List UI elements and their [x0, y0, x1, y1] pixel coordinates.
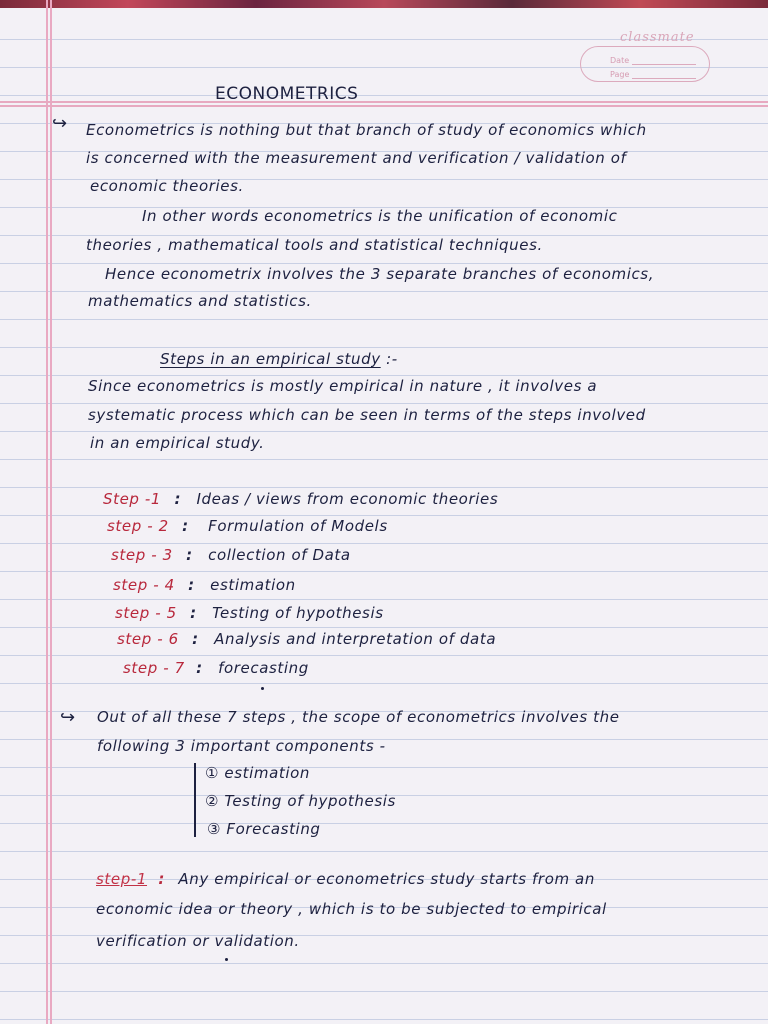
step-text: Testing of hypothesis [212, 604, 384, 622]
page-line [632, 78, 696, 79]
step-text: estimation [210, 576, 296, 594]
scope-item: ③ Forecasting [207, 820, 321, 838]
step-sep: : [196, 659, 203, 677]
steps-heading-text: Steps in an empirical study [160, 350, 381, 368]
step-label: Step -1 [103, 490, 162, 508]
page-label: Page [610, 70, 630, 79]
step-sep: : [182, 517, 189, 535]
step-text: collection of Data [208, 546, 351, 564]
classmate-logo [580, 30, 730, 90]
scope-line: following 3 important components - [97, 737, 386, 755]
header-rule [0, 101, 768, 103]
step-label: step - 4 [113, 576, 175, 594]
step-row [103, 490, 498, 508]
steps-heading-suffix: :- [386, 350, 398, 368]
date-label: Date [610, 56, 630, 65]
scope-bracket [194, 763, 196, 837]
intro-line: economic theories. [90, 177, 244, 195]
step-label: step - 7 [123, 659, 185, 677]
step-text: Formulation of Models [208, 517, 388, 535]
scope-item: ② Testing of hypothesis [205, 792, 396, 810]
date-line [632, 64, 696, 65]
step-row [111, 546, 351, 564]
ink-dot [225, 958, 228, 961]
step1-detail-line: verification or validation. [96, 932, 300, 950]
step1-detail-line [96, 870, 595, 888]
step-row [113, 576, 296, 594]
step-label: step - 3 [111, 546, 173, 564]
step-label: step - 2 [107, 517, 169, 535]
step-text: Ideas / views from economic theories [196, 490, 499, 508]
intro-line: Hence econometrix involves the 3 separate branches of economics, [105, 265, 655, 283]
step-row [123, 659, 309, 677]
intro-line: is concerned with the measurement and verification / validation of [86, 149, 627, 167]
steps-heading [160, 350, 398, 368]
margin-line [46, 0, 48, 1024]
steps-intro-line: in an empirical study. [90, 434, 265, 452]
ink-dot [261, 687, 264, 690]
step-row [115, 604, 384, 622]
bullet-arrow-icon: ↪ [60, 707, 76, 728]
page-top-edge [0, 0, 768, 8]
scope-line: Out of all these 7 steps , the scope of econometrics involves the [97, 708, 620, 726]
brand-name: classmate [620, 30, 695, 45]
steps-intro-line: systematic process which can be seen in terms of the steps involved [88, 406, 646, 424]
bullet-arrow-icon: ↪ [52, 113, 68, 134]
step-sep: : [174, 490, 182, 508]
scope-item: ① estimation [205, 764, 311, 782]
page-title: ECONOMETRICS [215, 84, 359, 104]
intro-line: theories , mathematical tools and statistical techniques. [86, 236, 543, 254]
intro-line: mathematics and statistics. [88, 292, 312, 310]
step1-detail-line: economic idea or theory , which is to be subjected to empirical [96, 900, 607, 918]
header-rule [0, 105, 768, 107]
margin-line [50, 0, 52, 1024]
step-label: step - 5 [115, 604, 177, 622]
step-sep: : [190, 604, 197, 622]
step-sep: : [188, 576, 195, 594]
step-text: forecasting [218, 659, 309, 677]
step-text: Analysis and interpretation of data [214, 630, 497, 648]
intro-line: In other words econometrics is the unification of economic [142, 207, 618, 225]
step1-sep: : [158, 870, 165, 888]
step-row [117, 630, 496, 648]
intro-line: Econometrics is nothing but that branch of study of economics which [86, 121, 647, 139]
step-sep: : [186, 546, 193, 564]
step1-text: Any empirical or econometrics study starts from an [178, 870, 595, 888]
step-label: step - 6 [117, 630, 179, 648]
step1-label: step-1 [96, 870, 148, 888]
step-row [107, 517, 388, 535]
steps-intro-line: Since econometrics is mostly empirical in nature , it involves a [88, 377, 598, 395]
step-sep: : [192, 630, 199, 648]
